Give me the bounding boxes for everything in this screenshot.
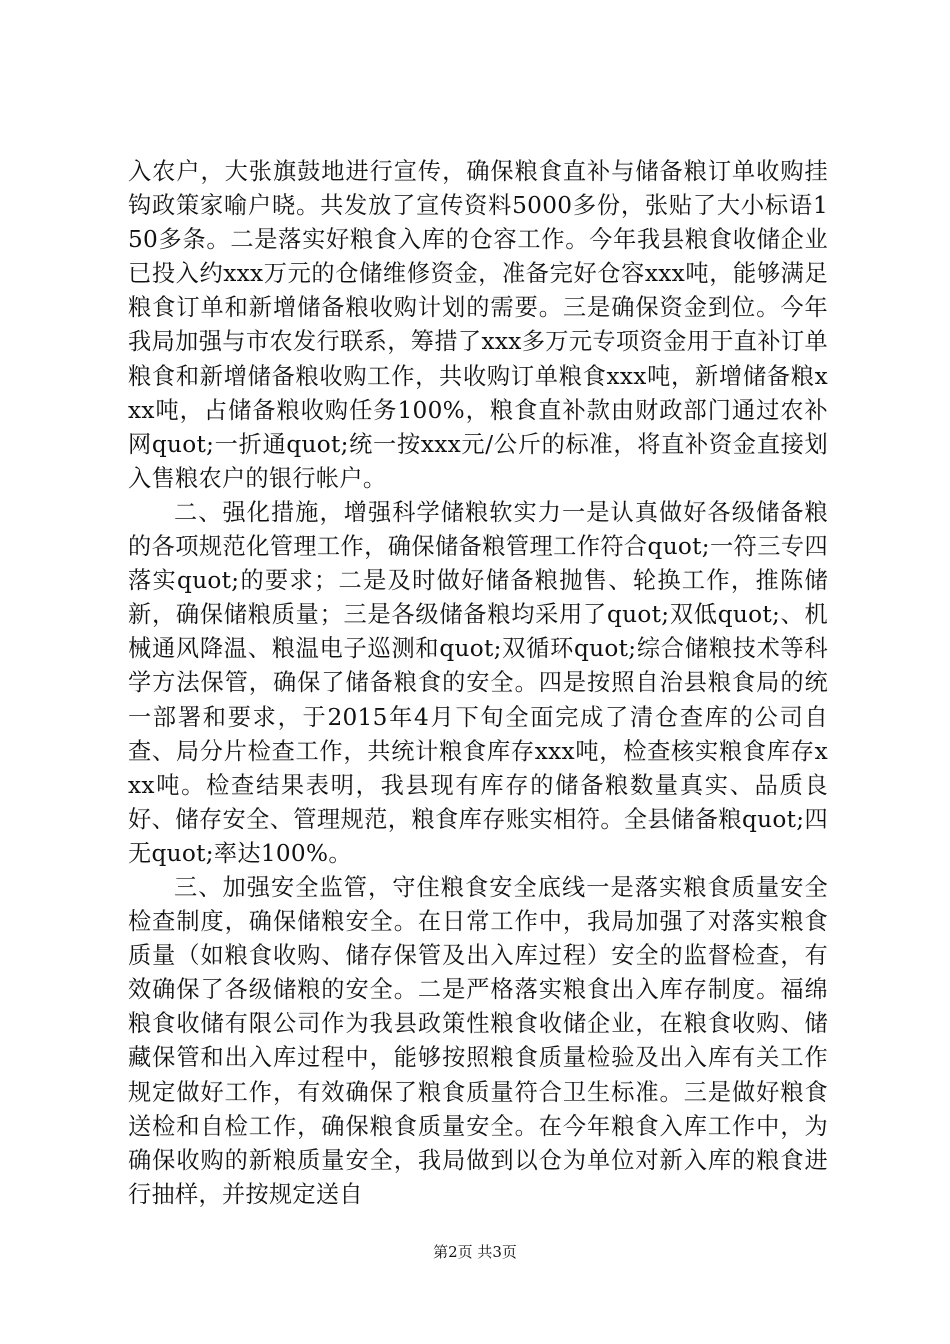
paragraph-section-two: 二、强化措施，增强科学储粮软实力一是认真做好各级储备粮的各项规范化管理工作，确保储备粮管理工作符合quot;一符三专四落实quot;的要求；二是及时做好储备粮抛售、轮换工作，推陈储新，确保储粮质量；三是各级储备粮均采用了quot;双低quot;、机械通风降温、粮温电子巡测和quot;双循环quot;综合储粮技术等科学方法保管，确保了储备粮食的安全。四是按照自治县粮食局的统一部署和要求，于2015年4月下旬全面完成了清仓查库的公司自查、局分片检查工作，共统计粮食库存xxx吨，检查核实粮食库存xxx吨。检查结果表明，我县现有库存的储备粮数量真实、品质良好、储存安全、管理规范，粮食库存账实相符。全县储备粮quot;四无quot;率达100%。 (128, 498, 828, 867)
paragraph-continuation: 入农户，大张旗鼓地进行宣传，确保粮食直补与储备粮订单收购挂钩政策家喻户晓。共发放了宣传资料5000多份，张贴了大小标语150多条。二是落实好粮食入库的仓容工作。今年我县粮食收储企业已投入约xxx万元的仓储维修资金，准备完好仓容xxx吨，能够满足粮食订单和新增储备粮收购计划的需要。三是确保资金到位。今年我局加强与市农发行联系，筹措了xxx多万元专项资金用于直补订单粮食和新增储备粮收购工作，共收购订单粮食xxx吨，新增储备粮xxx吨，占储备粮收购任务100%，粮食直补款由财政部门通过农补网quot;一折通quot;统一按xxx元/公斤的标准，将直补资金直接划入售粮农户的银行帐户。 (128, 158, 828, 492)
document-body (128, 155, 828, 1212)
page-number-footer: 第2页 共3页 (433, 1243, 517, 1261)
paragraph-section-three: 三、加强安全监管，守住粮食安全底线一是落实粮食质量安全检查制度，确保储粮安全。在日常工作中，我局加强了对落实粮食质量（如粮食收购、储存保管及出入库过程）安全的监督检查，有效确保了各级储粮的安全。二是严格落实粮食出入库存制度。福绵粮食收储有限公司作为我县政策性粮食收储企业，在粮食收购、储藏保管和出入库过程中，能够按照粮食质量检验及出入库有关工作规定做好工作，有效确保了粮食质量符合卫生标准。三是做好粮食送检和自检工作，确保粮食质量安全。在今年粮食入库工作中，为确保收购的新粮质量安全，我局做到以仓为单位对新入库的粮食进行抽样，并按规定送自 (128, 873, 828, 1208)
